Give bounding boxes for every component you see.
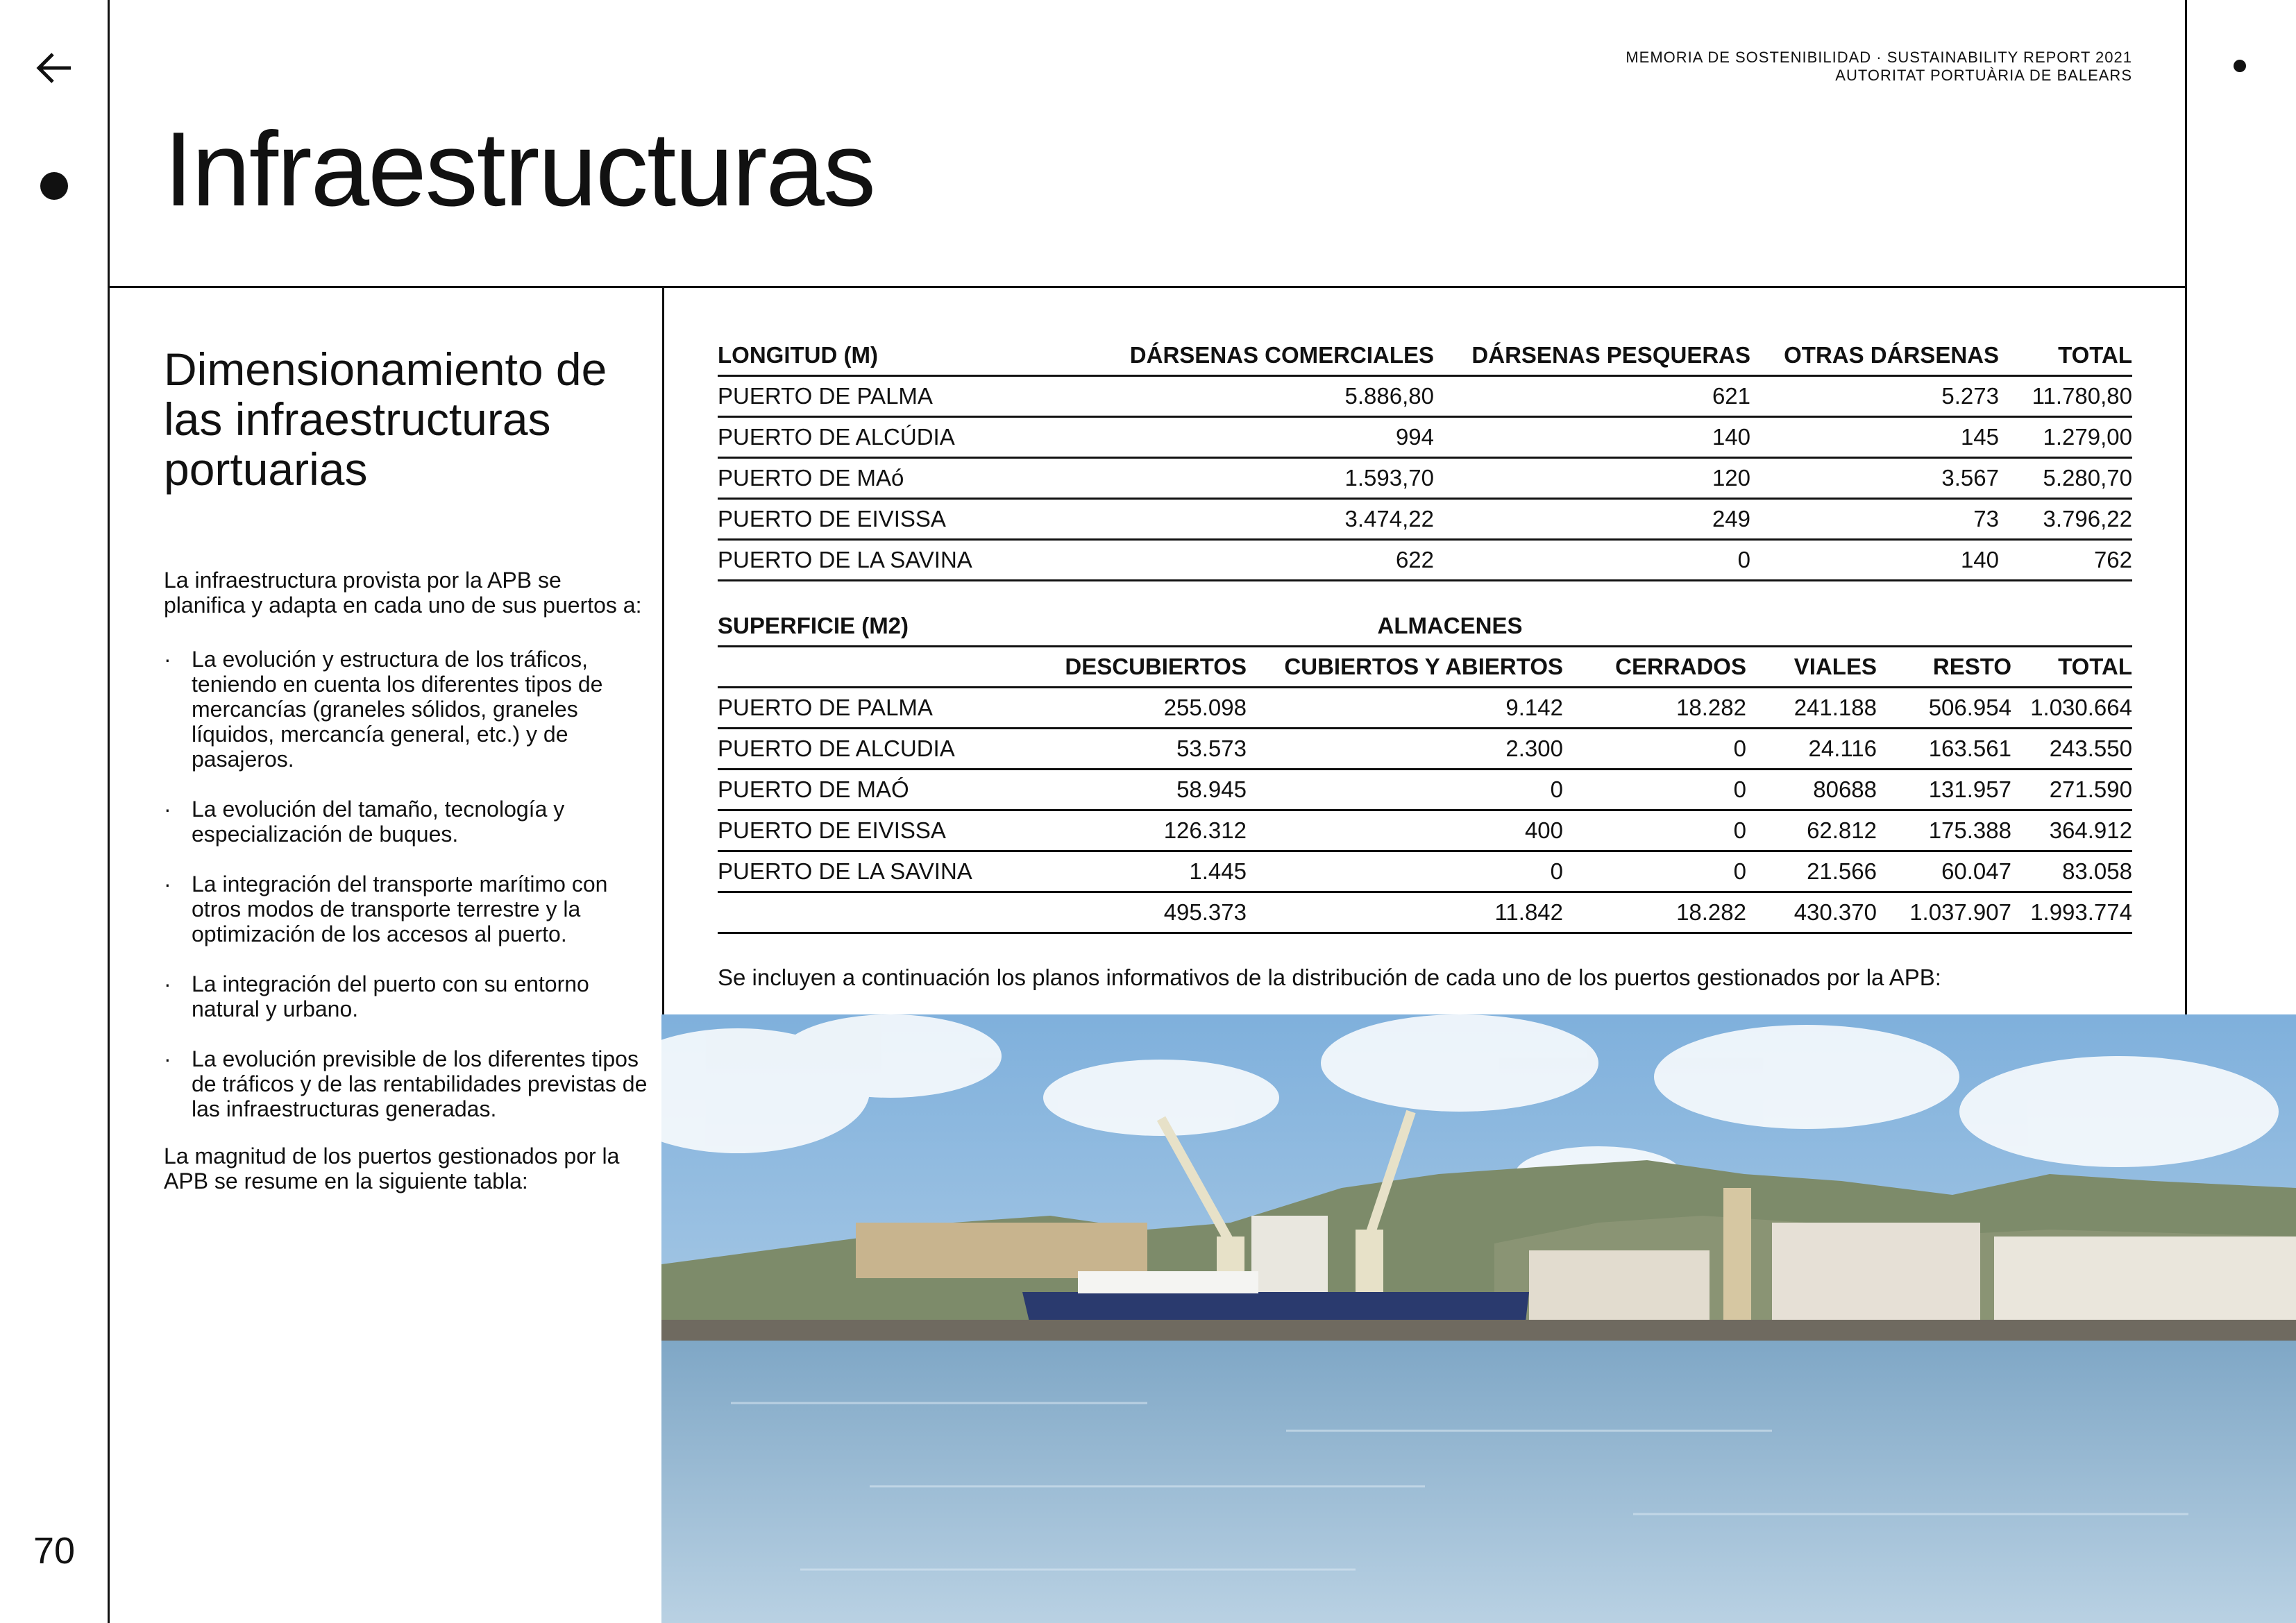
table-cell: 73 (1750, 499, 1999, 540)
table-cell: 9.142 (1247, 688, 1563, 729)
port-name-cell: PUERTO DE LA SAVINA (718, 540, 1023, 581)
table-cell: 1.279,00 (1999, 417, 2132, 458)
table-cell: 430.370 (1746, 892, 1877, 933)
table-cell: 53.573 (1023, 729, 1247, 770)
table-cell: 622 (1023, 540, 1434, 581)
table-cell: 762 (1999, 540, 2132, 581)
length-table (718, 336, 2132, 581)
table-cell: 271.590 (2011, 770, 2132, 810)
table-cell: 126.312 (1023, 810, 1247, 851)
column-header: DÁRSENAS PESQUERAS (1434, 336, 1750, 376)
intro-paragraph: La infraestructura provista por la APB se planifica y adapta en cada uno de sus puertos a: (164, 568, 642, 618)
table-cell: 364.912 (2011, 810, 2132, 851)
table-cell: 0 (1563, 729, 1746, 770)
table-cell: 1.037.907 (1877, 892, 2011, 933)
port-name-cell: PUERTO DE PALMA (718, 376, 1023, 417)
plans-intro-text: Se incluyen a continuación los planos informativos de la distribución de cada uno de los puertos gestionados por la APB: (718, 965, 1941, 990)
table-row (718, 499, 2132, 540)
surface-table (718, 606, 2132, 934)
table-header-row (718, 336, 2132, 376)
table-cell: 506.954 (1877, 688, 2011, 729)
list-item: · La evolución y estructura de los tráficos, teniendo en cuenta los diferentes tipos de mercancías (graneles sólidos, graneles líquidos, mercancía general, etc.) y de pasajeros. (164, 647, 603, 772)
table-cell: 0 (1247, 770, 1563, 810)
closing-paragraph: La magnitud de los puertos gestionados por la APB se resume en la siguiente tabla: (164, 1144, 620, 1193)
column-header: CERRADOS (1563, 647, 1746, 688)
table-cell: 994 (1023, 417, 1434, 458)
table-cell: 3.474,22 (1023, 499, 1434, 540)
table-cell: 3.796,22 (1999, 499, 2132, 540)
port-name-cell: PUERTO DE EIVISSA (718, 810, 1023, 851)
table-cell: 120 (1434, 458, 1750, 499)
table-cell: 58.945 (1023, 770, 1247, 810)
port-name-cell: PUERTO DE MAó (718, 458, 1023, 499)
table-cell: 11.780,80 (1999, 376, 2132, 417)
table-cell: 243.550 (2011, 729, 2132, 770)
column-header: TOTAL (1999, 336, 2132, 376)
table-cell: 621 (1434, 376, 1750, 417)
list-item: · La integración del puerto con su entorno natural y urbano. (164, 971, 589, 1021)
table-row (718, 376, 2132, 417)
table-row (718, 540, 2132, 581)
table-cell: 1.993.774 (2011, 892, 2132, 933)
bullet-marker: · (164, 797, 171, 822)
title-divider (108, 286, 2187, 288)
table-row (718, 688, 2132, 729)
table-row (718, 729, 2132, 770)
column-header: DÁRSENAS COMERCIALES (1023, 336, 1434, 376)
table-row (718, 770, 2132, 810)
page-title: Infraestructuras (164, 110, 875, 228)
table-cell: 140 (1750, 540, 1999, 581)
table-cell: 1.593,70 (1023, 458, 1434, 499)
table-cell: 3.567 (1750, 458, 1999, 499)
table-cell: 0 (1434, 540, 1750, 581)
section-subtitle: Dimensionamiento de las infraestructuras portuarias (164, 343, 607, 495)
table-cell: 1.030.664 (2011, 688, 2132, 729)
table-total-row (718, 892, 2132, 933)
table-cell: 0 (1563, 851, 1746, 892)
list-item: · La integración del transporte marítimo con otros modos de transporte terrestre y la optimización de los accesos al puerto. (164, 872, 608, 946)
bullet-list (164, 647, 650, 1146)
column-header: VIALES (1746, 647, 1877, 688)
column-header: LONGITUD (M) (718, 336, 1023, 376)
table-title-cell: SUPERFICIE (M2) (718, 606, 1023, 647)
table-cell: 18.282 (1563, 892, 1746, 933)
frame-left-line (108, 0, 110, 1623)
list-item: · La evolución previsible de los diferentes tipos de tráficos y de las rentabilidades previstas de las infraestructuras generadas. (164, 1046, 648, 1121)
table-cell: 80688 (1746, 770, 1877, 810)
table-cell: 495.373 (1023, 892, 1247, 933)
column-header: DESCUBIERTOS (1023, 647, 1247, 688)
table-cell: 2.300 (1247, 729, 1563, 770)
bullet-marker: · (164, 1046, 171, 1071)
table-cell: 249 (1434, 499, 1750, 540)
table-row (718, 458, 2132, 499)
bullet-marker: · (164, 647, 171, 672)
table-cell: 0 (1247, 851, 1563, 892)
table-header-row (718, 647, 2132, 688)
column-header (718, 647, 1023, 688)
table-group-header-row (718, 606, 2132, 647)
table-cell: 131.957 (1877, 770, 2011, 810)
port-name-cell: PUERTO DE EIVISSA (718, 499, 1023, 540)
frame-right-line (2185, 0, 2187, 1014)
list-item: · La evolución del tamaño, tecnología y especialización de buques. (164, 797, 565, 847)
table-cell: 163.561 (1877, 729, 2011, 770)
table-cell: 140 (1434, 417, 1750, 458)
table-cell: 11.842 (1247, 892, 1563, 933)
port-name-cell: PUERTO DE ALCÚDIA (718, 417, 1023, 458)
table-cell: 255.098 (1023, 688, 1247, 729)
bullet-marker: · (164, 872, 171, 897)
table-cell: 83.058 (2011, 851, 2132, 892)
section-dot-icon (40, 172, 68, 200)
table-cell: 241.188 (1746, 688, 1877, 729)
table-cell: 1.445 (1023, 851, 1247, 892)
table-cell: 21.566 (1746, 851, 1877, 892)
table-cell: 400 (1247, 810, 1563, 851)
table-cell: 24.116 (1746, 729, 1877, 770)
table-row (718, 810, 2132, 851)
port-name-cell: PUERTO DE ALCUDIA (718, 729, 1023, 770)
table-cell: 5.273 (1750, 376, 1999, 417)
port-name-cell: PUERTO DE MAÓ (718, 770, 1023, 810)
column-header: CUBIERTOS Y ABIERTOS (1247, 647, 1563, 688)
table-row (718, 851, 2132, 892)
report-header-organization: AUTORITAT PORTUÀRIA DE BALEARS (1835, 67, 2132, 84)
port-name-cell (718, 892, 1023, 933)
back-arrow-icon[interactable] (35, 49, 74, 87)
table-cell: 62.812 (1746, 810, 1877, 851)
table-cell: 145 (1750, 417, 1999, 458)
bullet-marker: · (164, 971, 171, 996)
table-cell: 60.047 (1877, 851, 2011, 892)
table-row (718, 417, 2132, 458)
page-number: 70 (33, 1530, 76, 1572)
column-header: RESTO (1877, 647, 2011, 688)
table-cell: 175.388 (1877, 810, 2011, 851)
column-header: OTRAS DÁRSENAS (1750, 336, 1999, 376)
port-name-cell: PUERTO DE LA SAVINA (718, 851, 1023, 892)
table-cell: 5.886,80 (1023, 376, 1434, 417)
menu-dot-icon[interactable] (2234, 60, 2246, 72)
table-cell: 18.282 (1563, 688, 1746, 729)
column-divider (662, 286, 664, 1014)
port-name-cell: PUERTO DE PALMA (718, 688, 1023, 729)
table-cell: 5.280,70 (1999, 458, 2132, 499)
report-header-title: MEMORIA DE SOSTENIBILIDAD · SUSTAINABILITY REPORT 2021 (1626, 49, 2132, 66)
column-header: TOTAL (2011, 647, 2132, 688)
table-cell: 0 (1563, 770, 1746, 810)
harbour-photo (661, 1014, 2296, 1623)
warehouse-group-header: ALMACENES (1023, 606, 1877, 647)
table-cell: 0 (1563, 810, 1746, 851)
